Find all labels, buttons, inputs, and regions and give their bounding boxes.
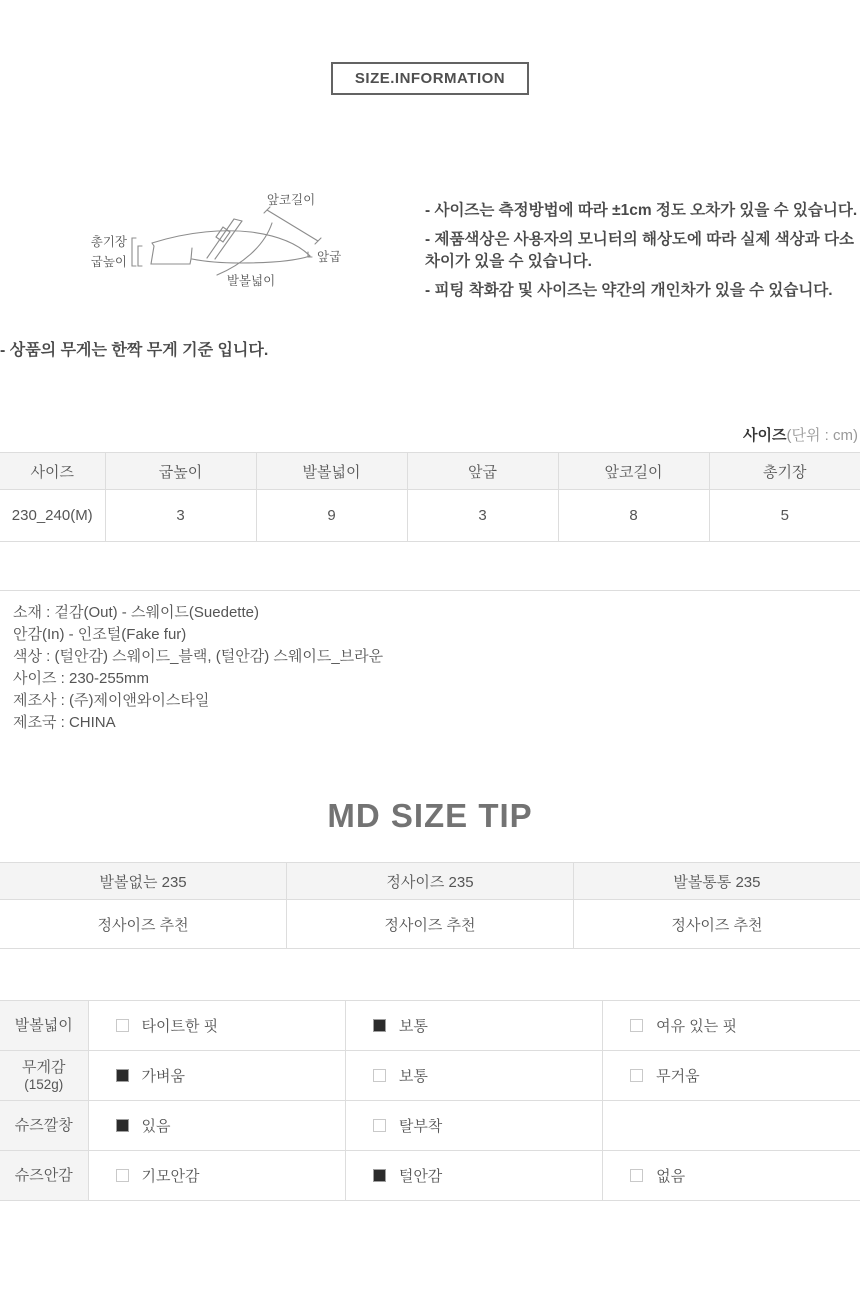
product-info-line: 제조국 : CHINA: [13, 714, 116, 731]
total-length-label: 총기장: [90, 235, 127, 249]
feature-label-text: 발볼넓이: [14, 1017, 73, 1034]
toe-length-label: 앞코길이: [266, 193, 316, 207]
feature-option: [603, 1051, 860, 1101]
product-info-line: 제조사 : (주)제이앤와이스타일: [13, 692, 210, 709]
product-info-line: 소재 : 겉감(Out) - 스웨이드(Suedette): [13, 604, 259, 621]
feature-label: [0, 1101, 88, 1151]
shoe-measurement-diagram: [55, 186, 385, 301]
feature-option-text: 여유 있는 핏: [656, 1018, 737, 1035]
strap-top: [234, 219, 242, 221]
feature-option: [88, 1101, 345, 1151]
md-size-tip-table: [0, 862, 860, 949]
feature-option: [603, 1001, 860, 1051]
checkbox-icon: [373, 1019, 386, 1032]
heel-height-bracket: [138, 246, 142, 266]
checkbox-icon: [630, 1169, 643, 1182]
feature-option-text: 보통: [398, 1068, 428, 1085]
checkbox-icon: [373, 1119, 386, 1132]
note-fitting: - 피팅 착화감 및 사이즈는 약간의 개인차가 있을 수 있습니다.: [425, 282, 833, 299]
size-caption-unit: (단위 : cm): [786, 427, 858, 444]
size-table-row: [0, 490, 860, 542]
feature-option: [345, 1001, 602, 1051]
feature-option: [345, 1101, 602, 1151]
size-table-header: 사이즈: [0, 453, 105, 490]
size-caption-title: 사이즈: [743, 427, 787, 444]
checkbox-icon: [116, 1169, 129, 1182]
heel-height-label: 굽높이: [90, 255, 127, 269]
note-weight-basis: - 상품의 무게는 한짝 무게 기준 입니다.: [0, 342, 269, 359]
shoe-diagram-svg: [55, 186, 385, 301]
md-table-header: 발볼없는 235: [0, 863, 287, 900]
md-cell: 정사이즈 추천: [287, 900, 574, 949]
feature-row-ball-width: [0, 1001, 860, 1051]
total-length-bracket: [132, 238, 136, 266]
feature-label-text: 슈즈깔창: [14, 1117, 73, 1134]
feature-option: [88, 1001, 345, 1051]
feature-option-text: 무거움: [656, 1068, 700, 1085]
feature-option: [345, 1051, 602, 1101]
feature-label-text: 무게감: [22, 1058, 66, 1076]
size-table-header-row: [0, 453, 860, 490]
size-table-header: 발볼넓이: [256, 453, 407, 490]
feature-option-text: 보통: [398, 1018, 428, 1035]
note-size-tolerance: - 사이즈는 측정방법에 따라 ±1cm 정도 오차가 있을 수 있습니다.: [425, 202, 858, 219]
size-cell: 8: [558, 490, 709, 542]
size-table-header: 총기장: [709, 453, 860, 490]
toe-length-tick: [315, 238, 321, 244]
feature-row-weight: [0, 1051, 860, 1101]
feature-label-text: 슈즈안감: [14, 1167, 73, 1184]
feature-label: [0, 1151, 88, 1201]
feature-option: [345, 1151, 602, 1201]
section-title: SIZE.INFORMATION: [354, 70, 506, 87]
product-info-line: 안감(In) - 인조털(Fake fur): [13, 626, 187, 643]
md-size-tip-title: MD SIZE TIP: [327, 797, 533, 834]
size-cell: 9: [256, 490, 407, 542]
size-table-header: 앞굽: [407, 453, 558, 490]
md-table-header: 발볼통통 235: [573, 863, 860, 900]
feature-option: [88, 1151, 345, 1201]
feature-label: [0, 1001, 88, 1051]
md-table-row: [0, 900, 860, 949]
size-cell: 5: [709, 490, 860, 542]
shoe-topline: [152, 231, 310, 256]
checkbox-icon: [116, 1119, 129, 1132]
feature-option-text: 기모안감: [141, 1168, 200, 1185]
note-color-monitor: - 제품색상은 사용자의 모니터의 해상도에 따라 실제 색상과 다소 차이가 있을 수 있습니다.: [425, 231, 854, 270]
checkbox-icon: [630, 1069, 643, 1082]
md-cell: 정사이즈 추천: [573, 900, 860, 949]
size-table-caption: [743, 424, 858, 445]
feature-option-text: 탈부착: [398, 1118, 443, 1135]
feature-row-insole: [0, 1101, 860, 1151]
feature-option-text: 없음: [656, 1168, 686, 1185]
size-cell: 3: [105, 490, 256, 542]
product-info-line: 사이즈 : 230-255mm: [13, 670, 150, 687]
size-table: [0, 452, 860, 542]
checkbox-icon: [116, 1069, 129, 1082]
feature-option: [88, 1051, 345, 1101]
size-cell: 3: [407, 490, 558, 542]
checkbox-icon: [116, 1019, 129, 1032]
feature-option-text: 타이트한 핏: [141, 1018, 219, 1035]
size-table-header: 앞코길이: [558, 453, 709, 490]
product-info-line: 색상 : (털안감) 스웨이드_블랙, (털안감) 스웨이드_브라운: [13, 648, 384, 665]
md-table-header-row: [0, 863, 860, 900]
ball-width-label: 발볼넓이: [226, 274, 276, 288]
checkbox-icon: [630, 1019, 643, 1032]
heel-block: [151, 246, 192, 264]
feature-option: [603, 1151, 860, 1201]
toe-length-tick: [264, 207, 270, 213]
feature-label: [0, 1051, 88, 1101]
section-title-box: [331, 62, 529, 95]
size-table-header: 굽높이: [105, 453, 256, 490]
feature-sublabel-text: (152g): [24, 1076, 64, 1092]
checkbox-icon: [373, 1069, 386, 1082]
feature-option-text: 가벼움: [141, 1068, 185, 1085]
feature-table: [0, 1000, 860, 1201]
feature-option-text: 있음: [141, 1118, 171, 1135]
front-heel-label: 앞굽: [317, 250, 342, 264]
size-notes: [425, 200, 858, 309]
feature-option-text: 털안감: [398, 1168, 443, 1185]
feature-row-lining: [0, 1151, 860, 1201]
product-info: [0, 590, 860, 734]
checkbox-icon: [373, 1169, 386, 1182]
shoe-sole: [192, 256, 310, 263]
md-cell: 정사이즈 추천: [0, 900, 287, 949]
md-table-header: 정사이즈 235: [287, 863, 574, 900]
size-cell: 230_240(M): [0, 490, 105, 542]
feature-option: [603, 1101, 860, 1151]
